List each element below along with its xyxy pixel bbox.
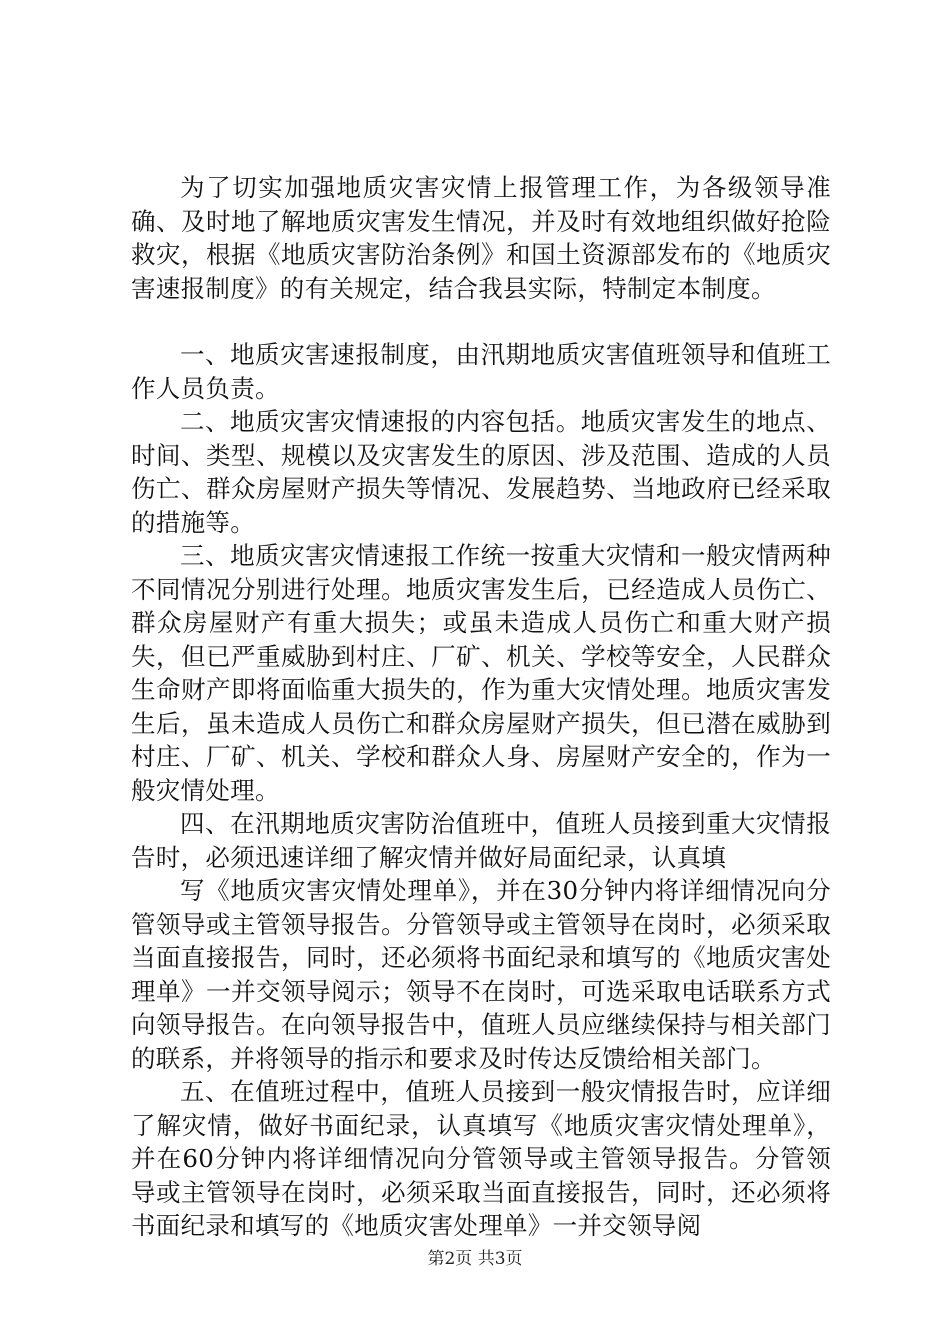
intro-paragraph: 为了切实加强地质灾害灾情上报管理工作，为各级领导准确、及时地了解地质灾害发生情况，并及时有效地组织做好抢险救灾，根据《地质灾害防治条例》和国土资源部发布的《地质灾害速报制度》的有关规定，结合我县实际，特制定本制度。	[131, 173, 831, 303]
paragraph-2: 二、地质灾害灾情速报的内容包括。地质灾害发生的地点、时间、类型、规模以及灾害发生的原因、涉及范围、造成的人员伤亡、群众房屋财产损失等情况、发展趋势、当地政府已经采取的措施等。	[131, 407, 831, 537]
page-number-footer: 第2页 共3页	[427, 1249, 523, 1269]
paragraph-4: 四、在汛期地质灾害防治值班中，值班人员接到重大灾情报告时，必须迅速详细了解灾情并做好局面纪录，认真填	[131, 809, 831, 872]
document-body	[131, 171, 831, 1243]
paragraph-5: 五、在值班过程中，值班人员接到一般灾情报告时，应详细了解灾情，做好书面纪录，认真填写《地质灾害灾情处理单》，并在60分钟内将详细情况向分管领导或主管领导报告。分管领导或主管领导在岗时，必须采取当面直接报告，同时，还必须将书面纪录和填写的《地质灾害处理单》一并交领导阅	[131, 1077, 831, 1240]
paragraph-4-continued: 写《地质灾害灾情处理单》，并在30分钟内将详细情况向分管领导或主管领导报告。分管领导或主管领导在岗时，必须采取当面直接报告，同时，还必须将书面纪录和填写的《地质灾害处理单》一并交领导阅示；领导不在岗时，可选采取电话联系方式向领导报告。在向领导报告中，值班人员应继续保持与相关部门的联系，并将领导的指示和要求及时传达反馈给相关部门。	[131, 876, 831, 1073]
paragraph-3: 三、地质灾害灾情速报工作统一按重大灾情和一般灾情两种不同情况分别进行处理。地质灾害发生后，已经造成人员伤亡、群众房屋财产有重大损失；或虽未造成人员伤亡和重大财产损失，但已严重威胁到村庄、厂矿、机关、学校等安全，人民群众生命财产即将面临重大损失的，作为重大灾情处理。地质灾害发生后，虽未造成人员伤亡和群众房屋财产损失，但已潜在威胁到村庄、厂矿、机关、学校和群众人身、房屋财产安全的，作为一般灾情处理。	[131, 541, 831, 805]
paragraph-1: 一、地质灾害速报制度，由汛期地质灾害值班领导和值班工作人员负责。	[131, 340, 831, 403]
